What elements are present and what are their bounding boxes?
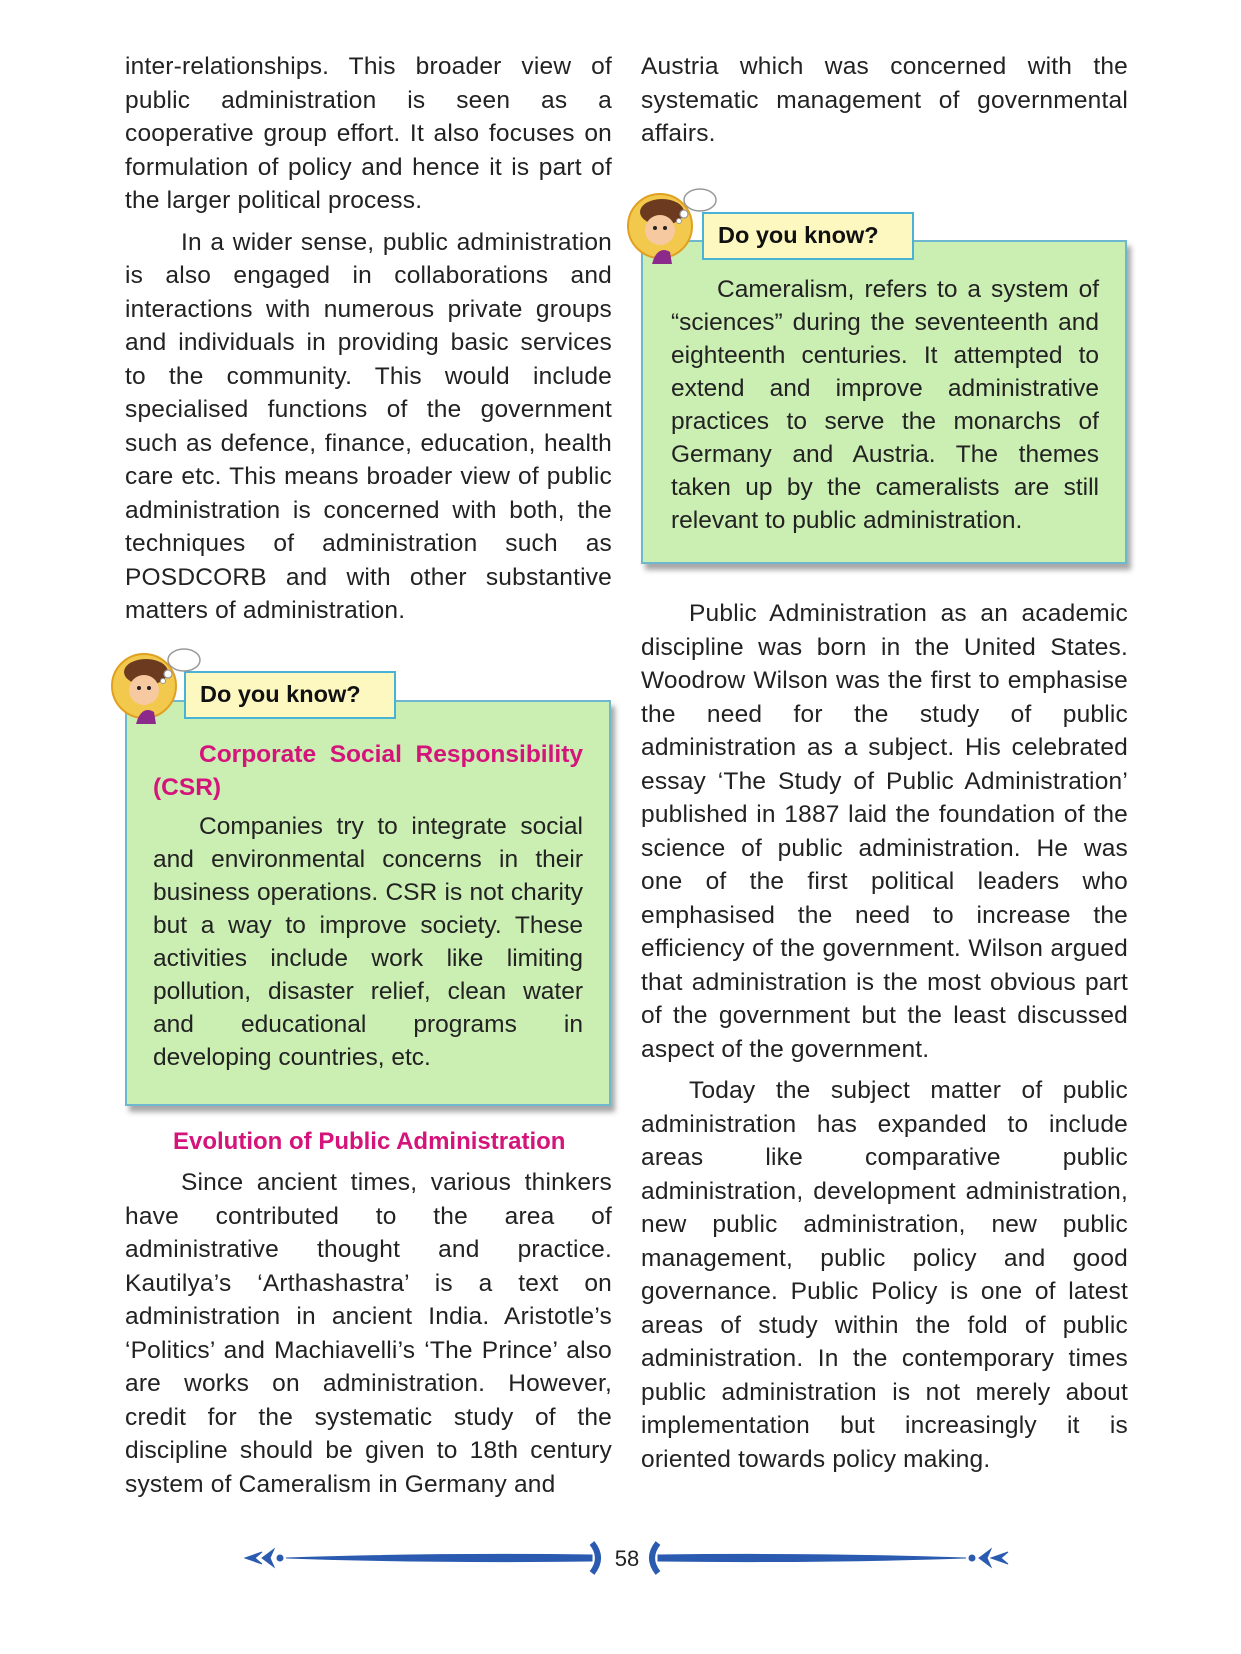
boy-thinking-icon — [626, 186, 726, 266]
paragraph: Public Administration as an academic discipline was born in the United States. Woodrow Wilson was the first to emphasise the need for the study of public administration as a subject. His celebrated essay ‘The Study of Public Administration’ published in 1887 laid the foundation of the science of public administration. He was one of the first political leaders who emphasised the need to increase the efficiency of the government. Wilson argued that administration is the most obvious part of the government but the least discussed aspect of the government. — [641, 600, 1128, 1063]
section-heading: Evolution of Public Administration — [173, 1128, 566, 1155]
do-you-know-tab: Do you know? — [184, 671, 396, 719]
left-column — [125, 50, 612, 628]
paragraph: inter-relationships. This broader view of public administration is seen as a cooperative group effort. It also focuses on formulation of policy and hence it is part of the larger political process. — [125, 53, 612, 214]
box-title: Corporate Social Responsibility (CSR) — [153, 741, 583, 801]
paragraph: Today the subject matter of public administration has expanded to include areas like comparative public administration, development administration, new public administration, new public management, public policy and good governance. Public Policy is one of latest areas of study within the fold of public administration. In the contemporary times public administration is not merely about implementation but increasingly it is oriented towards policy making. — [641, 1077, 1128, 1473]
boy-thinking-icon — [110, 646, 210, 726]
do-you-know-tab: Do you know? — [702, 212, 914, 260]
page-number: 58 — [614, 1546, 640, 1571]
box-body: Companies try to integrate social and environmental concerns in their business operations. CSR is not charity but a way to improve society. These activities include work like limiting pollution, disaster relief, clean water and educational programs in developing countries, etc. — [153, 813, 583, 1071]
left-column-lower — [125, 1125, 612, 1501]
box-body: Cameralism, refers to a system of “sciences” during the seventeenth and eighteenth centuries. It attempted to extend and improve administrative practices to serve the monarchs of Germany and Austria. The themes taken up by the cameralists are still relevant to public administration. — [671, 276, 1099, 534]
right-column-lower — [641, 597, 1128, 1476]
paragraph: Since ancient times, various thinkers have contributed to the area of administrative thought and practice. Kautilya’s ‘Arthashastra’ is a text on administration in ancient India. Aristotle’s ‘Politics’ and Machiavelli’s ‘The Prince’ also are works on administration. However, credit for the systematic study of the discipline should be given to 18th century system of Cameralism in Germany and — [125, 1169, 612, 1498]
right-column — [641, 50, 1128, 151]
do-you-know-box-csr — [125, 700, 611, 1106]
do-you-know-box-cameralism — [641, 240, 1127, 564]
paragraph: In a wider sense, public administration is also engaged in collaborations and interactions with numerous private groups and individuals in providing basic services to the community. This would include specialised functions of the government such as defence, finance, education, health care etc. This means broader view of public administration is concerned with both, the techniques of administration such as POSDCORB and with other substantive matters of administration. — [125, 228, 612, 624]
paragraph: Austria which was concerned with the systematic management of governmental affairs. — [641, 53, 1128, 147]
